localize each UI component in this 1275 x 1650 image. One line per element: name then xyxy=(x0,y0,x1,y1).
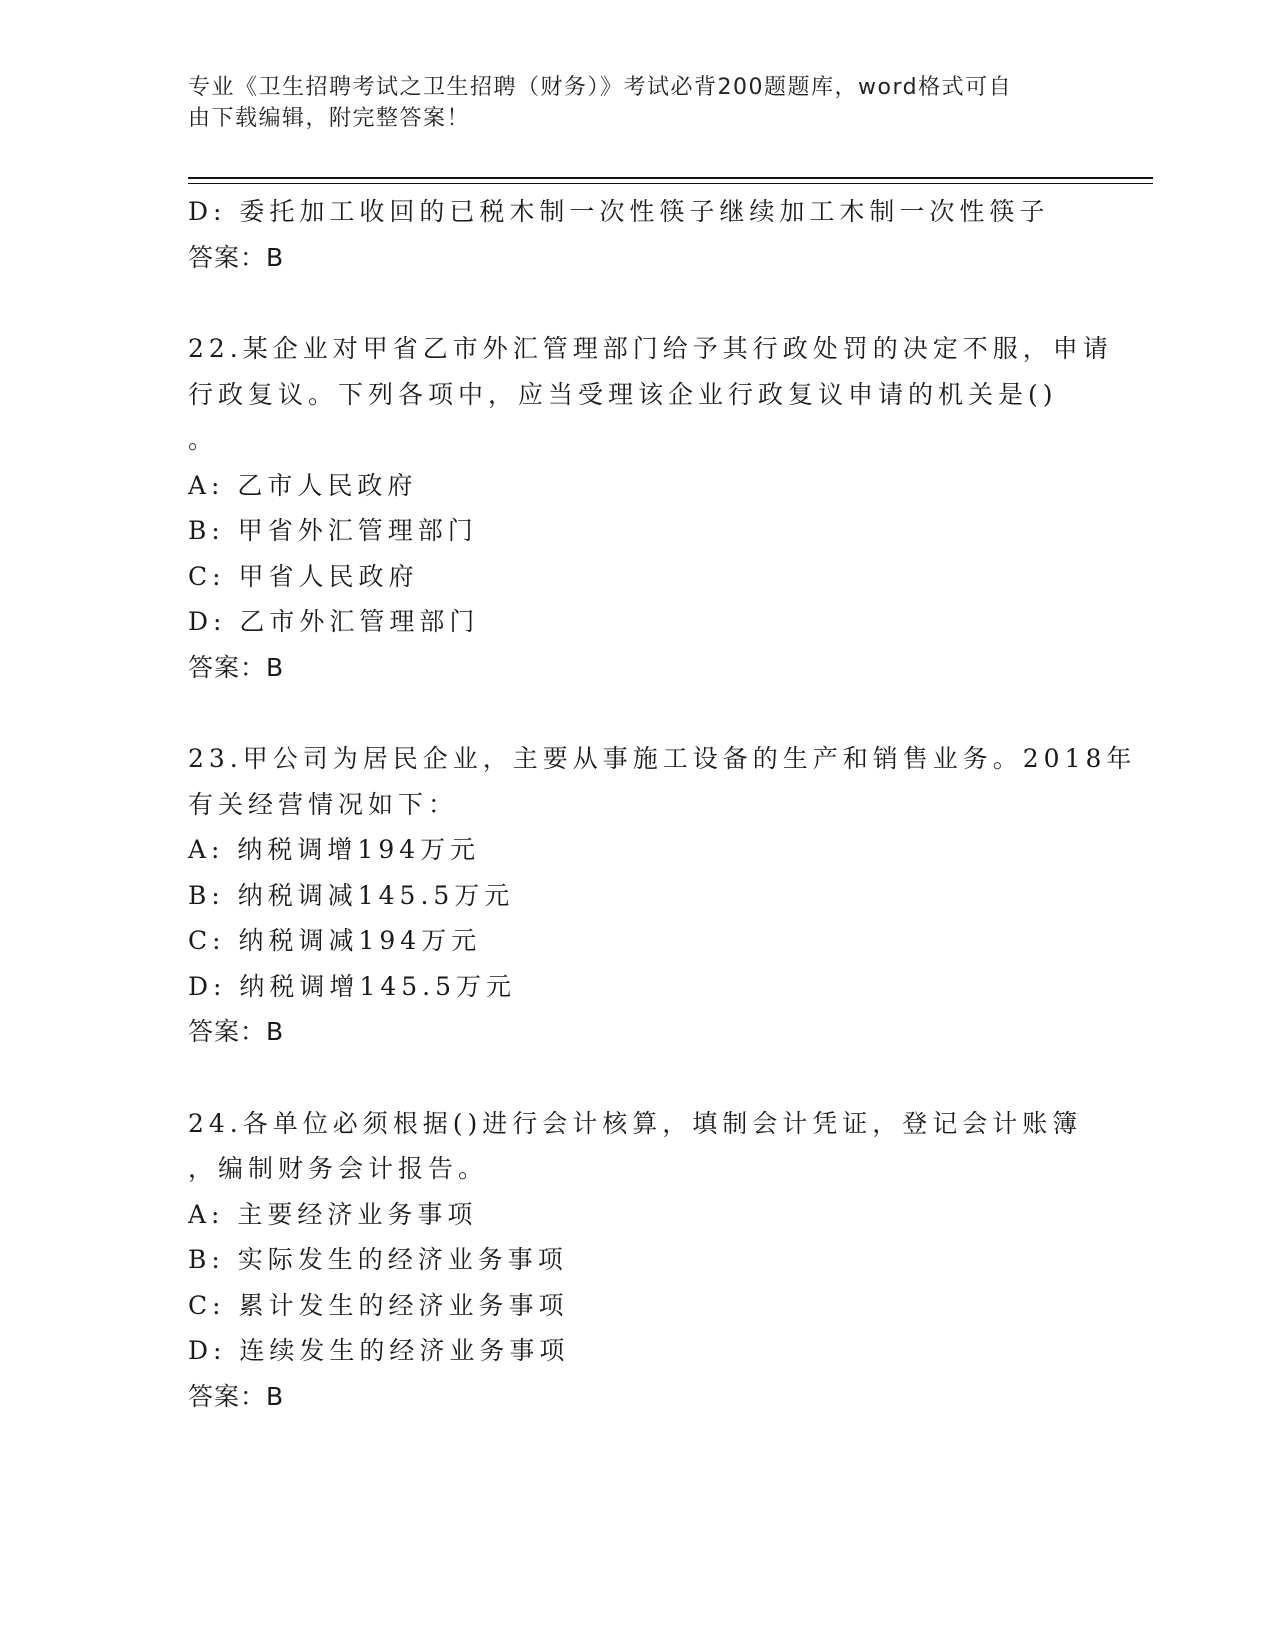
document-header xyxy=(188,72,1068,134)
answer-line: 答案：B xyxy=(188,652,285,682)
option-c: C: 纳税调减194万元 xyxy=(188,926,482,955)
answer-line: 答案：B xyxy=(188,1017,285,1046)
option-d: D: 连续发生的经济业务事项 xyxy=(188,1336,570,1365)
question-24 xyxy=(188,1101,1088,1420)
option-d: D: 纳税调增145.5万元 xyxy=(188,971,516,1001)
option-c: C: 累计发生的经济业务事项 xyxy=(188,1290,569,1320)
spacer xyxy=(188,1055,1088,1101)
question-stem: ，编制财务会计报告。 xyxy=(188,1154,489,1183)
option-b: B: 实际发生的经济业务事项 xyxy=(188,1245,568,1274)
answer-line: 答案：B xyxy=(188,242,285,272)
option-c: C: 甲省人民政府 xyxy=(188,561,419,591)
previous-question-tail xyxy=(188,189,1088,280)
answer-line: 答案：B xyxy=(188,1381,285,1411)
option-d: D: 乙市外汇管理部门 xyxy=(188,607,480,636)
spacer xyxy=(188,690,1088,736)
option-b: B: 纳税调减145.5万元 xyxy=(188,880,515,910)
question-stem: 24.各单位必须根据()进行会计核算，填制会计凭证，登记会计账簿 xyxy=(188,1108,1083,1138)
question-stem: 有关经营情况如下： xyxy=(188,789,459,819)
question-22 xyxy=(188,326,1113,690)
question-stem: 23.甲公司为居民企业，主要从事施工设备的生产和销售业务。2018年 xyxy=(188,744,1137,773)
option-a: A: 乙市人民政府 xyxy=(188,470,418,500)
header-line-1: 专业《卫生招聘考试之卫生招聘（财务）》考试必背200题题库，word格式可自 xyxy=(188,75,1013,100)
question-23 xyxy=(188,736,1137,1055)
header-divider-thick xyxy=(188,177,1153,179)
option-a: A: 主要经济业务事项 xyxy=(188,1199,478,1229)
header-divider-thin xyxy=(188,183,1153,184)
document-body xyxy=(188,189,1137,1419)
question-stem: 22.某企业对甲省乙市外汇管理部门给予其行政处罚的决定不服，申请 xyxy=(188,334,1113,363)
question-stem: 。 xyxy=(188,425,219,454)
question-stem: 行政复议。下列各项中，应当受理该企业行政复议申请的机关是() xyxy=(188,379,1058,409)
option-d: D: 委托加工收回的已税木制一次性筷子继续加工木制一次性筷子 xyxy=(188,197,1050,226)
spacer xyxy=(188,280,1088,326)
option-b: B: 甲省外汇管理部门 xyxy=(188,516,478,545)
option-a: A: 纳税调增194万元 xyxy=(188,835,481,864)
header-line-2: 由下载编辑，附完整答案！ xyxy=(188,106,471,131)
